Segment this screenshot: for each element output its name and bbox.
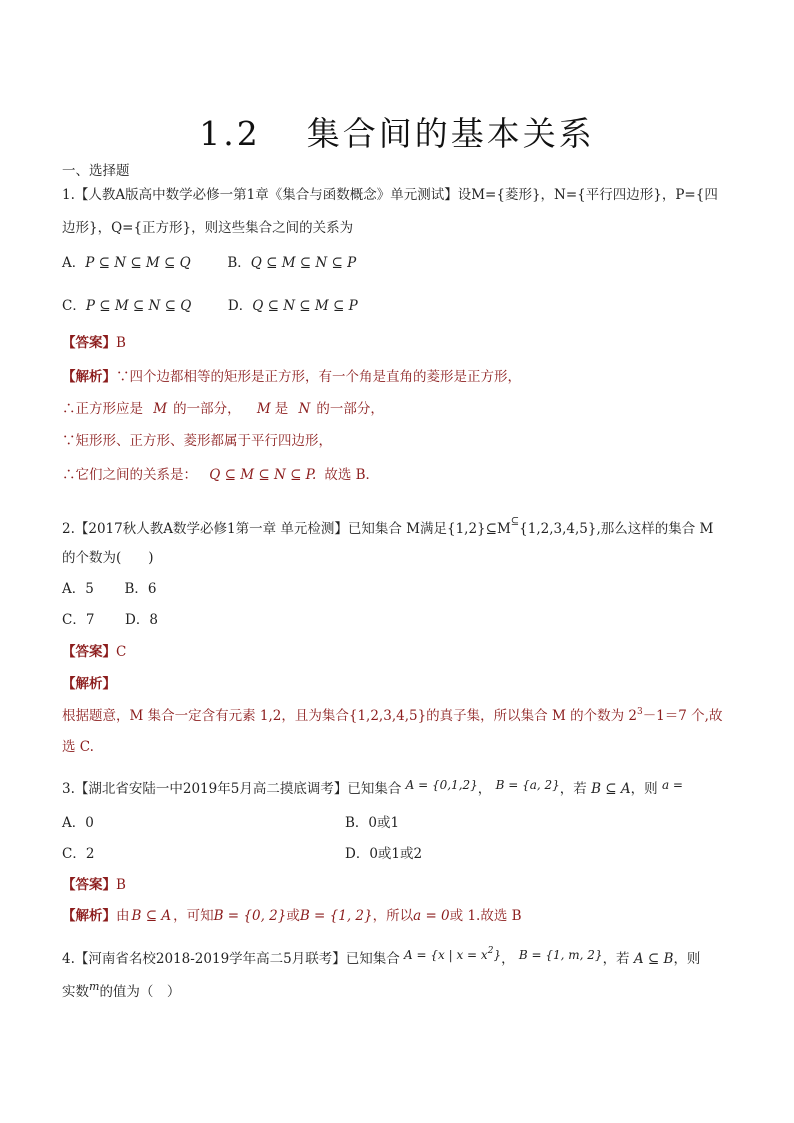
q3-analysis-cond: B ⊆ A bbox=[131, 908, 172, 924]
q4-set-a bbox=[404, 948, 501, 962]
q3-set-a: A = {0,1,2} bbox=[405, 778, 478, 792]
q2-options-cd bbox=[62, 611, 158, 629]
q1-analysis-text2-pre: ∴正方形应是 bbox=[62, 401, 143, 417]
q1-analysis-text2-mid: 的一部分， bbox=[173, 401, 241, 417]
q1-analysis-line4 bbox=[62, 466, 379, 484]
q3-condition: B ⊆ A bbox=[591, 781, 631, 797]
q1-analysis-line1 bbox=[62, 368, 521, 386]
q3-if: ，若 bbox=[559, 781, 587, 797]
q1-option-a: P ⊆ N ⊆ M ⊆ Q bbox=[85, 255, 191, 271]
q3-analysis-or: 或 bbox=[286, 908, 300, 924]
q2-stem-post: {1,2,3,4,5},那么这样的集合 M bbox=[519, 521, 714, 537]
q1-analysis-text1: ∵四个边都相等的矩形是正方形，有一个角是直角的菱形是正方形， bbox=[116, 369, 521, 385]
q2-stem-line2: 的个数为( ) bbox=[62, 550, 154, 566]
q1-analysis-text4-pre: ∴它们之间的关系是： bbox=[62, 467, 197, 483]
q3-stem bbox=[62, 780, 683, 798]
q4-then: ，则 bbox=[673, 951, 701, 967]
q4-stem2-pre: 实数 bbox=[62, 984, 89, 1000]
q4-set-a-sup: 2 bbox=[487, 946, 494, 956]
q2-option-d: D．8 bbox=[125, 612, 158, 628]
q2-analysis-pre: 根据题意，M 集合一定含有元素 1,2，且为集合{1,2,3,4,5}的真子集，所以集合 M 的个数为 2 bbox=[62, 708, 637, 724]
q3-variable-a: a = bbox=[661, 778, 683, 792]
q3-analysis-label: 【解析】 bbox=[62, 908, 116, 924]
q1-analysis-n: N bbox=[298, 401, 311, 417]
q4-variable-m: m bbox=[89, 980, 100, 993]
q1-analysis-label: 【解析】 bbox=[62, 369, 116, 385]
q2-analysis-label: 【解析】 bbox=[62, 676, 116, 692]
q2-stem-line1 bbox=[62, 516, 714, 540]
q1-option-b-label: B． bbox=[227, 255, 251, 271]
q2-option-c: C．7 bbox=[62, 612, 95, 628]
q3-analysis-val: a = 0 bbox=[413, 908, 450, 924]
q2-stem-pre: 2.【2017秋人教A数学必修1第一章 单元检测】已知集合 M满足{1,2}⊆M bbox=[62, 521, 511, 537]
title-number: 1.2 bbox=[199, 114, 261, 153]
q1-analysis-is: 是 bbox=[274, 401, 289, 417]
q1-options-cd bbox=[62, 297, 358, 315]
q1-analysis-text2-post: 的一部分， bbox=[316, 401, 384, 417]
q3-analysis bbox=[62, 907, 522, 925]
q2-answer-label: 【答案】 bbox=[62, 644, 116, 660]
q4-set-a-end: } bbox=[493, 948, 502, 962]
q1-analysis-m: M bbox=[153, 401, 168, 417]
q1-option-c-label: C． bbox=[62, 298, 86, 314]
q1-stem-line1: 1.【人教A版高中数学必修一第1章《集合与函数概念》单元测试】设M={菱形}，N={平行四边形}，P={四 bbox=[62, 187, 718, 203]
q3-analysis-pre: 由 bbox=[116, 908, 130, 924]
q1-answer-value: B bbox=[116, 335, 126, 351]
q1-analysis-line3: ∵矩形形、正方形、菱形都属于平行四边形， bbox=[62, 433, 332, 449]
q4-stem2-post: 的值为（ ） bbox=[99, 984, 181, 1000]
q2-options-ab bbox=[62, 580, 156, 598]
q4-set-b: B = {1, m, 2} bbox=[518, 948, 603, 962]
q1-answer-label: 【答案】 bbox=[62, 335, 116, 351]
q1-analysis-relation: Q ⊆ M ⊆ N ⊆ P. bbox=[209, 467, 317, 483]
q3-option-c: C．2 bbox=[62, 846, 95, 862]
q1-analysis-line2 bbox=[62, 400, 384, 418]
q2-option-a: A．5 bbox=[62, 581, 94, 597]
q3-answer-value: B bbox=[116, 877, 126, 893]
section-heading: 一、选择题 bbox=[62, 163, 130, 179]
q3-option-b: B．0或1 bbox=[345, 815, 400, 831]
q1-analysis-text4-post: 故选 B． bbox=[324, 467, 380, 483]
q2-analysis-line2: 选 C. bbox=[62, 739, 94, 755]
q1-option-b: Q ⊆ M ⊆ N ⊆ P bbox=[250, 255, 357, 271]
q4-stem-line2 bbox=[62, 980, 181, 1002]
q3-answer bbox=[62, 876, 126, 894]
q3-answer-label: 【答案】 bbox=[62, 877, 116, 893]
q1-option-a-label: A． bbox=[62, 255, 86, 271]
q1-analysis-m2: M bbox=[256, 401, 271, 417]
q4-comma: ， bbox=[501, 951, 515, 967]
q2-answer bbox=[62, 643, 126, 661]
q4-stem-line1 bbox=[62, 946, 701, 970]
q1-stem-line2: 边形}，Q={正方形}，则这些集合之间的关系为 bbox=[62, 220, 354, 236]
q3-option-a: A．0 bbox=[62, 815, 94, 831]
q3-analysis-b2: B = {1, 2} bbox=[299, 908, 373, 924]
q1-options-ab bbox=[62, 254, 356, 272]
title-text: 集合间的基本关系 bbox=[306, 114, 595, 153]
q1-option-d-label: D． bbox=[227, 298, 253, 314]
q1-option-d: Q ⊆ N ⊆ M ⊆ P bbox=[252, 298, 358, 314]
q3-option-d: D．0或1或2 bbox=[345, 846, 423, 862]
q4-stem-pre: 4.【河南省名校2018-2019学年高二5月联考】已知集合 bbox=[62, 951, 400, 967]
page-title bbox=[0, 108, 794, 155]
q3-then: ，则 bbox=[630, 781, 658, 797]
q1-option-c: P ⊆ M ⊆ N ⊆ Q bbox=[85, 298, 192, 314]
q3-set-b: B = {a, 2} bbox=[495, 778, 560, 792]
q4-set-a-body: A = {x | x = x bbox=[404, 948, 488, 962]
q1-answer bbox=[62, 334, 126, 352]
q3-analysis-b1: B = {0, 2} bbox=[213, 908, 287, 924]
q2-answer-value: C bbox=[116, 644, 127, 660]
q2-stem-sup: ⊆ bbox=[510, 516, 520, 527]
q4-if: ，若 bbox=[602, 951, 630, 967]
q3-analysis-post: 或 1.故选 B bbox=[449, 908, 522, 924]
q3-stem-pre: 3.【湖北省安陆一中2019年5月高二摸底调考】已知集合 bbox=[62, 781, 402, 797]
q3-analysis-so: ，所以 bbox=[372, 908, 414, 924]
q2-analysis-line1 bbox=[62, 707, 722, 727]
q3-comma: ， bbox=[477, 781, 492, 797]
q4-condition: A ⊆ B bbox=[633, 951, 674, 967]
q2-analysis-post: －1＝7 个,故 bbox=[642, 708, 723, 724]
q2-option-b: B．6 bbox=[124, 581, 157, 597]
q3-analysis-mid: ，可知 bbox=[173, 908, 214, 924]
q2-analysis-sup: 3 bbox=[636, 707, 643, 717]
